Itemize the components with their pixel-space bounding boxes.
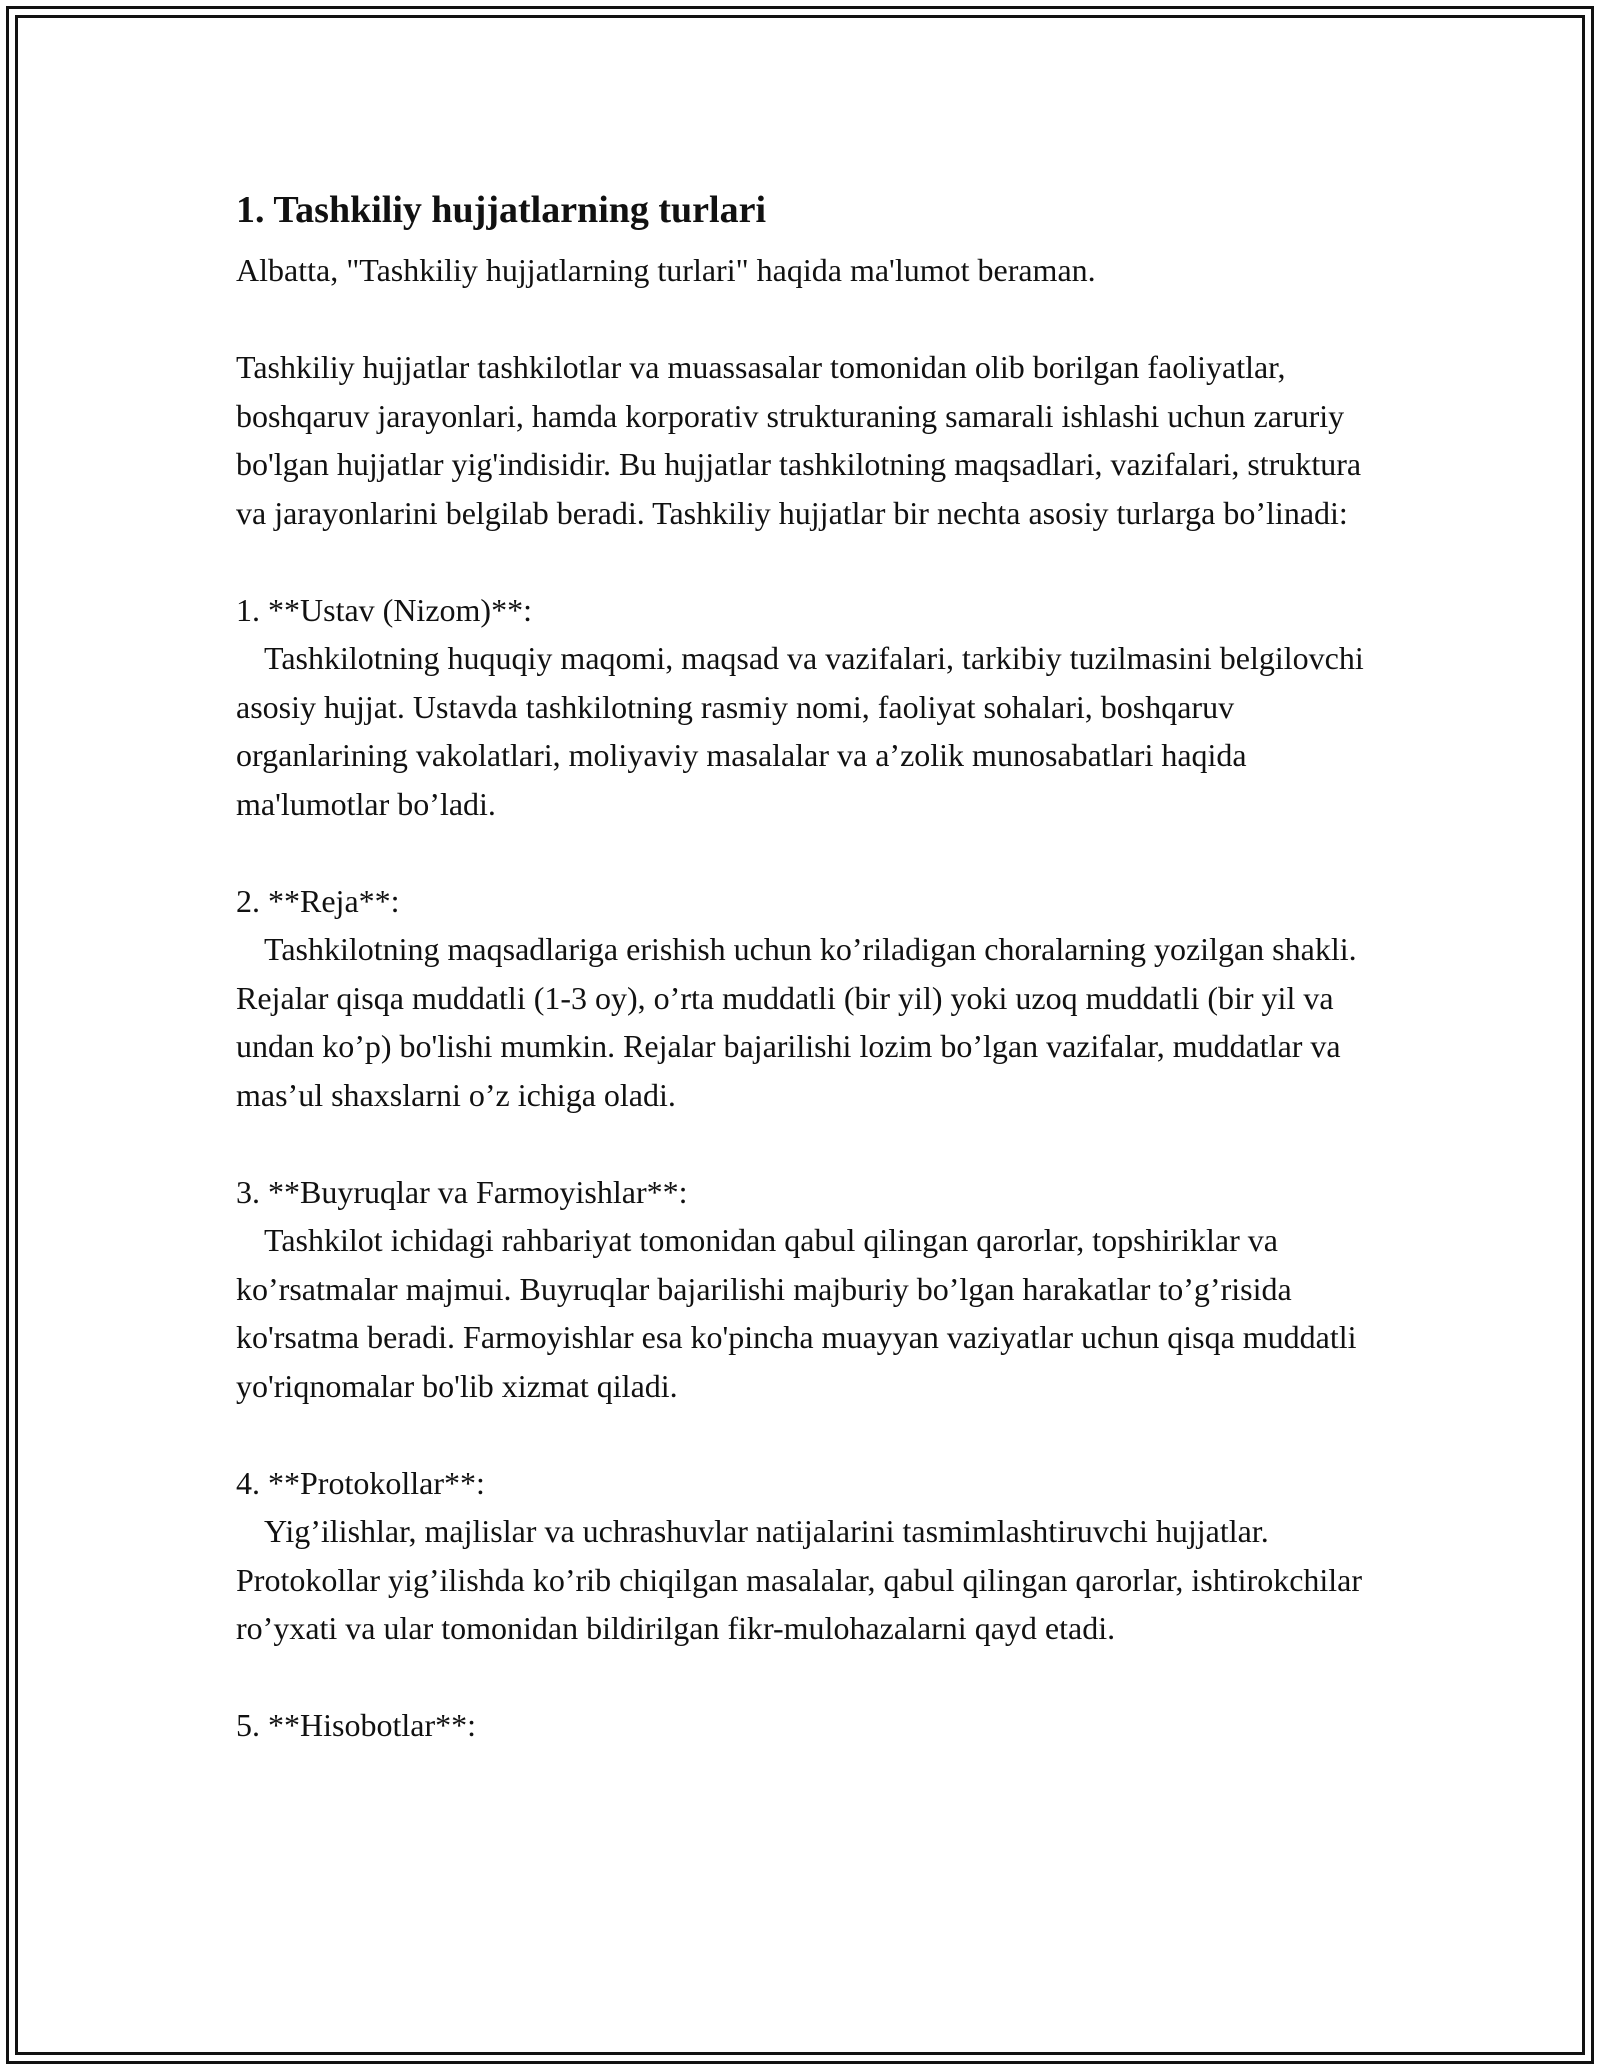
document-title: 1. Tashkiliy hujjatlarning turlari [236, 189, 767, 231]
list-item-body: Yig’ilishlar, majlislar va uchrashuvlar natijalarini tasmimlashtiruvchi hujjatlar. Protokollar yig’ilishda ko’rib chiqilgan masalalar, qabul qilingan qarorlar, ishtirokchilar ro’yxati va ular tomonidan bildirilgan fikr-mulohazalarni qayd etadi. [236, 1513, 1363, 1646]
intro-paragraph: Albatta, "Tashkiliy hujjatlarning turlari" haqida ma'lumot beraman. [236, 252, 1096, 288]
list-item [236, 1168, 1396, 1411]
document-body [236, 185, 1396, 1750]
list-item-body: Tashkilotning huquqiy maqomi, maqsad va vazifalari, tarkibiy tuzilmasini belgilovchi asosiy hujjat. Ustavda tashkilotning rasmiy nomi, faoliyat sohalari, boshqaruv organlarining vakolatlari, moliyaviy masalalar va a’zolik munosabatlari haqida ma'lumotlar bo’ladi. [236, 640, 1364, 822]
overview-paragraph: Tashkiliy hujjatlar tashkilotlar va muassasalar tomonidan olib borilgan faoliyatlar, boshqaruv jarayonlari, hamda korporativ strukturaning samarali ishlashi uchun zaruriy bo'lgan hujjatlar yig'indisidir. Bu hujjatlar tashkilotning maqsadlari, vazifalari, struktura va jarayonlarini belgilab beradi. Tashkiliy hujjatlar bir nechta asosiy turlarga bo’linadi: [236, 349, 1362, 531]
list-item [236, 586, 1396, 829]
list-item [236, 877, 1396, 1120]
list-item [236, 1459, 1396, 1653]
list-item [236, 1701, 1396, 1750]
list-item-heading: 5. **Hisobotlar**: [236, 1707, 476, 1743]
list-item-heading: 3. **Buyruqlar va Farmoyishlar**: [236, 1173, 688, 1210]
list-item-body: Tashkilot ichidagi rahbariyat tomonidan qabul qilingan qarorlar, topshiriklar va ko’rsatmalar majmui. Buyruqlar bajarilishi majburiy bo’lgan harakatlar to’g’risida ko'rsatma beradi. Farmoyishlar esa ko'pincha muayyan vaziyatlar uchun qisqa muddatli yo'riqnomalar bo'lib xizmat qiladi. [236, 1222, 1357, 1404]
list-item-heading: 4. **Protokollar**: [236, 1464, 485, 1501]
list-item-heading: 2. **Reja**: [236, 882, 400, 919]
list-item-body: Tashkilotning maqsadlariga erishish uchun ko’riladigan choralarning yozilgan shakli. Rejalar qisqa muddatli (1-3 oy), o’rta muddatli (bir yil) yoki uzoq muddatli (bir yil va undan ko’p) bo'lishi mumkin. Rejalar bajarilishi lozim bo’lgan vazifalar, muddatlar va mas’ul shaxslarni o’z ichiga oladi. [236, 931, 1357, 1113]
list-item-heading: 1. **Ustav (Nizom)**: [236, 591, 532, 628]
